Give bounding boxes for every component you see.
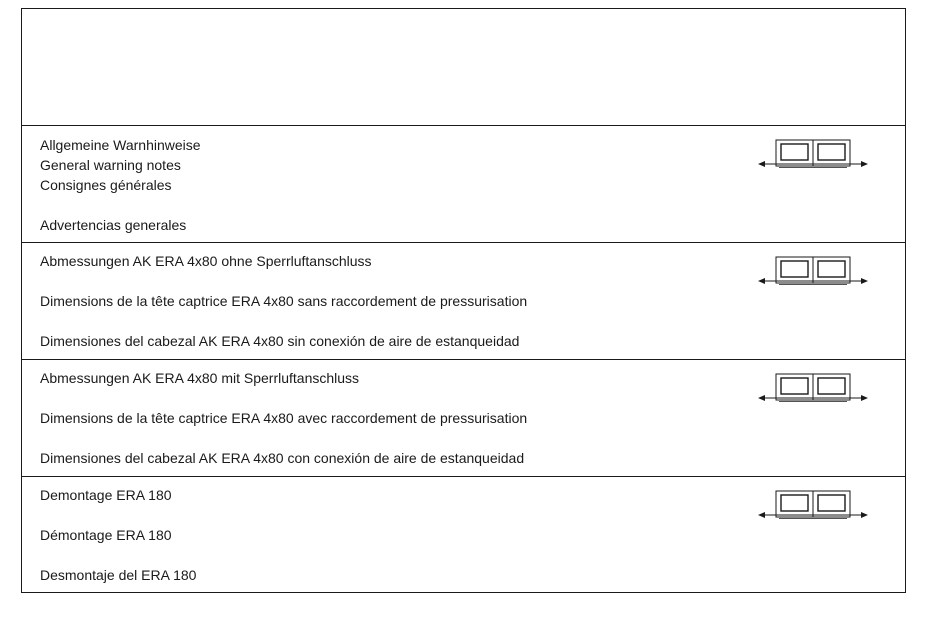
section-line: Abmessungen AK ERA 4x80 mit Sperrluftanschluss xyxy=(40,370,360,386)
section-line: Allgemeine Warnhinweise xyxy=(40,137,201,153)
section-dimensions-without-sealing-air xyxy=(22,243,905,360)
section-line: Dimensions de la tête captrice ERA 4x80 sans raccordement de pressurisation xyxy=(40,293,528,309)
section-line: Dimensions de la tête captrice ERA 4x80 avec raccordement de pressurisation xyxy=(40,410,528,426)
section-line: Abmessungen AK ERA 4x80 ohne Sperrluftanschluss xyxy=(40,253,372,269)
section-line: Demontage ERA 180 xyxy=(40,487,172,503)
section-line: Dimensiones del cabezal AK ERA 4x80 con conexión de aire de estanqueidad xyxy=(40,450,525,466)
section-line: Advertencias generales xyxy=(40,217,187,233)
book-open-arrows-icon xyxy=(756,489,870,519)
book-open-arrows-icon xyxy=(756,372,870,402)
section-line: Démontage ERA 180 xyxy=(40,527,172,543)
blank-header-area xyxy=(22,9,905,126)
document-frame xyxy=(21,8,906,593)
section-line: Desmontaje del ERA 180 xyxy=(40,567,197,583)
section-line: General warning notes xyxy=(40,157,181,173)
section-general-warnings xyxy=(22,126,905,243)
section-line: Dimensiones del cabezal AK ERA 4x80 sin conexión de aire de estanqueidad xyxy=(40,333,520,349)
book-open-arrows-icon xyxy=(756,255,870,285)
book-open-arrows-icon xyxy=(756,138,870,168)
section-dismounting xyxy=(22,477,905,592)
section-dimensions-with-sealing-air xyxy=(22,360,905,477)
section-line: Consignes générales xyxy=(40,177,172,193)
